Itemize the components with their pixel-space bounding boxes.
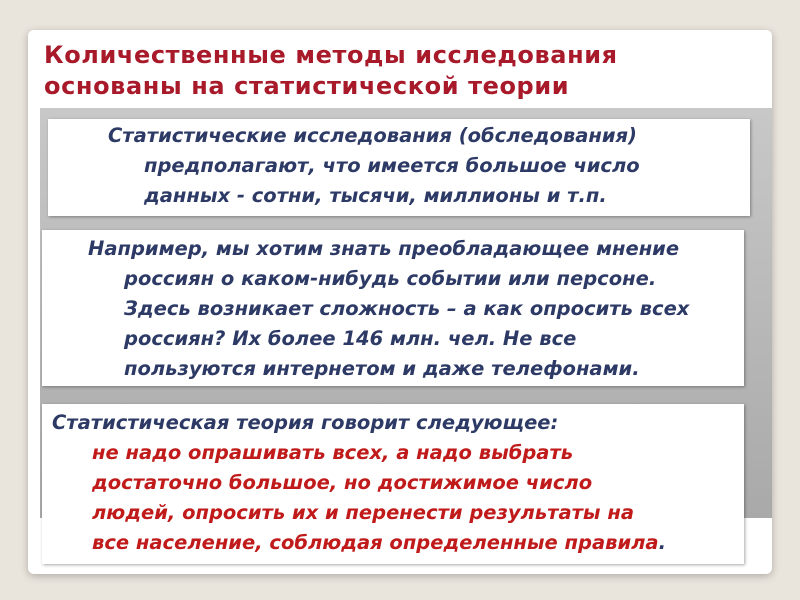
example-box [42, 230, 744, 386]
box2-line-3: Здесь возникает сложность – а как опросить всех [124, 297, 690, 320]
box3-intro: Статистическая теория говорит следующее: [52, 411, 559, 434]
theory-box [42, 404, 744, 564]
box3-end-mark: . [658, 531, 667, 554]
box3-line-4: все население, соблюдая определенные правила [92, 531, 659, 554]
title-line-1: Количественные методы исследования [44, 41, 618, 69]
box3-line-1: не надо опрашивать всех, а надо выбрать [92, 441, 574, 464]
box2-line-5: пользуются интернетом и даже телефонами. [124, 357, 640, 380]
box3-line-2: достаточно большое, но достижимое число [92, 471, 593, 494]
slide-title [44, 40, 744, 102]
box1-line-1: Статистические исследования (обследования) [108, 124, 637, 147]
box1-line-3: данных - сотни, тысячи, миллионы и т.п. [144, 184, 607, 207]
statistical-research-box [48, 119, 750, 216]
box2-line-2: россиян о каком-нибудь событии или персоне. [124, 267, 657, 290]
box1-line-2: предполагают, что имеется большое число [144, 154, 640, 177]
box2-line-4: россиян? Их более 146 млн. чел. Не все [124, 327, 577, 350]
box3-line-3: людей, опросить их и перенести результаты на [92, 501, 634, 524]
title-line-2: основаны на статистической теории [44, 72, 570, 100]
box2-line-1: Например, мы хотим знать преобладающее мнение [88, 237, 680, 260]
